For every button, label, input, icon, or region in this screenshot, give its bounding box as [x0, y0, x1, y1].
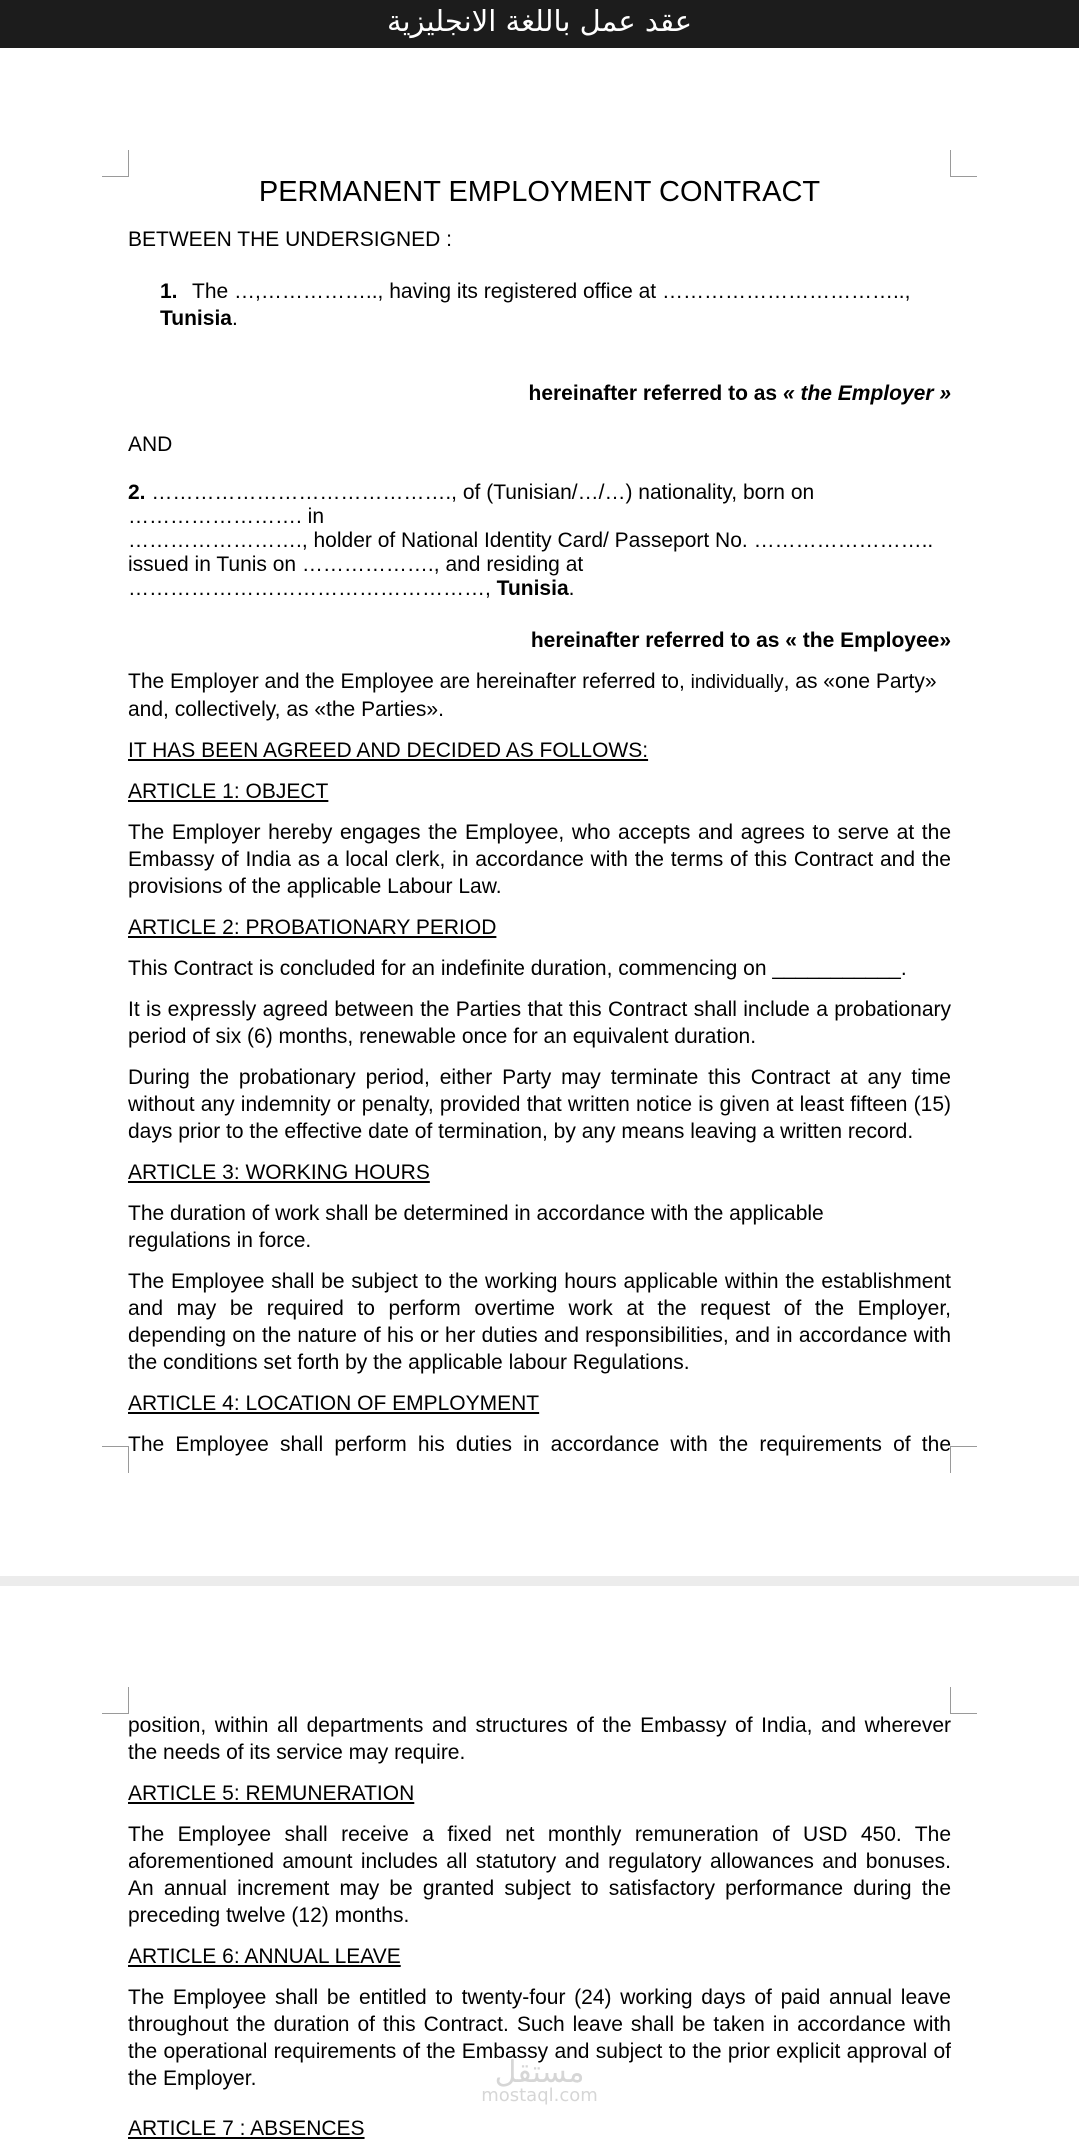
- employee-reference: hereinafter referred to as « the Employee»: [530, 629, 951, 652]
- article-1-title: ARTICLE 1: OBJECT: [128, 780, 329, 803]
- document-title: PERMANENT EMPLOYMENT CONTRACT: [258, 176, 821, 208]
- crop-mark-top-right-2: [950, 1687, 977, 1714]
- document-page-2: [0, 1586, 1079, 2150]
- article-3-paragraph-1: The duration of work shall be determined in accordance with the applicable regulations in force.: [128, 1202, 824, 1252]
- employer-ref-name: « the Employer »: [782, 382, 951, 405]
- party-1-end: .: [231, 307, 238, 330]
- party-1-country: Tunisia: [160, 307, 232, 330]
- article-5-paragraph: The Employee shall receive a fixed net monthly remuneration of USD 450. The aforementioned amount includes all statutory and regulatory allowances and bonuses. An annual increment may be granted subject to satisfactory performance during the preceding twelve (12) months.: [128, 1823, 951, 1927]
- article-4-title: ARTICLE 4: LOCATION OF EMPLOYMENT: [128, 1392, 540, 1415]
- parties-definition: [128, 668, 951, 723]
- article-6-paragraph: The Employee shall be entitled to twenty-four (24) working days of paid annual leave throughout the duration of this Contract. Such leave shall be taken in accordance with the operational requirements of the Embassy and subject to the prior explicit approval of the Employer.: [128, 1986, 951, 2090]
- parties-text-2: , as «one Party» and, collectively, as «the Parties».: [128, 670, 937, 721]
- crop-mark-bottom-left: [102, 1446, 129, 1473]
- article-2-paragraph-1: This Contract is concluded for an indefinite duration, commencing on ___________.: [128, 957, 907, 980]
- party-2: [128, 481, 951, 601]
- crop-mark-bottom-right: [950, 1446, 977, 1473]
- party-2-line-2: ……………………., holder of National Identity Card/ Passeport No. ……………………..: [128, 529, 934, 552]
- article-4-paragraph-start: The Employee shall perform his duties in accordance with the requirements of the: [128, 1433, 951, 1456]
- article-7-title: ARTICLE 7 : ABSENCES: [128, 2117, 365, 2140]
- party-2-number: 2.: [128, 481, 146, 504]
- parties-text-small: individually: [690, 672, 784, 693]
- party-1-number: 1.: [160, 280, 178, 303]
- watermark-arabic: مستقل: [494, 2055, 585, 2090]
- crop-mark-top-left-2: [102, 1687, 129, 1714]
- party-2-end: .: [568, 577, 575, 600]
- party-1: [128, 278, 951, 332]
- party-1-text: The …,…………….., having its registered office at ……………………………..,: [192, 280, 911, 303]
- party-2-line-3: [128, 553, 951, 601]
- party-2-line-3-text: issued in Tunis on ………………., and residing at ……………………………………………,: [128, 553, 584, 600]
- watermark-latin: mostaql.com: [481, 2085, 598, 2106]
- page-1-content: [128, 174, 951, 1458]
- article-6-title: ARTICLE 6: ANNUAL LEAVE: [128, 1945, 401, 1968]
- article-5-title: ARTICLE 5: REMUNERATION: [128, 1782, 415, 1805]
- article-2-paragraph-3: During the probationary period, either Party may terminate this Contract at any time without any indemnity or penalty, provided that written notice is given at least fifteen (15) days prior to the effective date of termination, by any means leaving a written record.: [128, 1066, 951, 1143]
- party-2-line-1-text: ……………………………………., of (Tunisian/…/…) nationality, born on ……………………. in: [128, 481, 815, 528]
- parties-text-1: The Employer and the Employee are hereinafter referred to,: [128, 670, 691, 693]
- header-title: عقد عمل باللغة الانجليزية: [0, 0, 1079, 48]
- party-2-line-1: [128, 481, 951, 529]
- employer-reference: [128, 380, 951, 407]
- agreed-heading: IT HAS BEEN AGREED AND DECIDED AS FOLLOWS:: [128, 739, 649, 762]
- article-3-title: ARTICLE 3: WORKING HOURS: [128, 1161, 430, 1184]
- article-3-paragraph-2: The Employee shall be subject to the working hours applicable within the establishment and may be required to perform overtime work at the request of the Employer, depending on the nature of his or her duties and responsibilities, and in accordance with the conditions set forth by the applicable labour Regulations.: [128, 1270, 951, 1374]
- article-2-paragraph-2: It is expressly agreed between the Parties that this Contract shall include a probationary period of six (6) months, renewable once for an equivalent duration.: [128, 998, 951, 1048]
- and-separator: AND: [128, 433, 173, 456]
- article-2-title: ARTICLE 2: PROBATIONARY PERIOD: [128, 916, 497, 939]
- page-separator: [0, 1576, 1079, 1586]
- crop-mark-top-left: [102, 150, 129, 177]
- article-1-paragraph: The Employer hereby engages the Employee, who accepts and agrees to serve at the Embassy of India as a local clerk, in accordance with the terms of this Contract and the provisions of the applicable Labour Law.: [128, 821, 951, 898]
- employer-ref-prefix: hereinafter referred to as: [528, 382, 783, 405]
- crop-mark-top-right: [950, 150, 977, 177]
- party-2-country: Tunisia: [496, 577, 569, 600]
- document-page-1: [0, 48, 1079, 1576]
- article-4-paragraph-continued: position, within all departments and structures of the Embassy of India, and wherever the needs of its service may require.: [128, 1714, 951, 1764]
- between-heading: BETWEEN THE UNDERSIGNED :: [128, 228, 452, 251]
